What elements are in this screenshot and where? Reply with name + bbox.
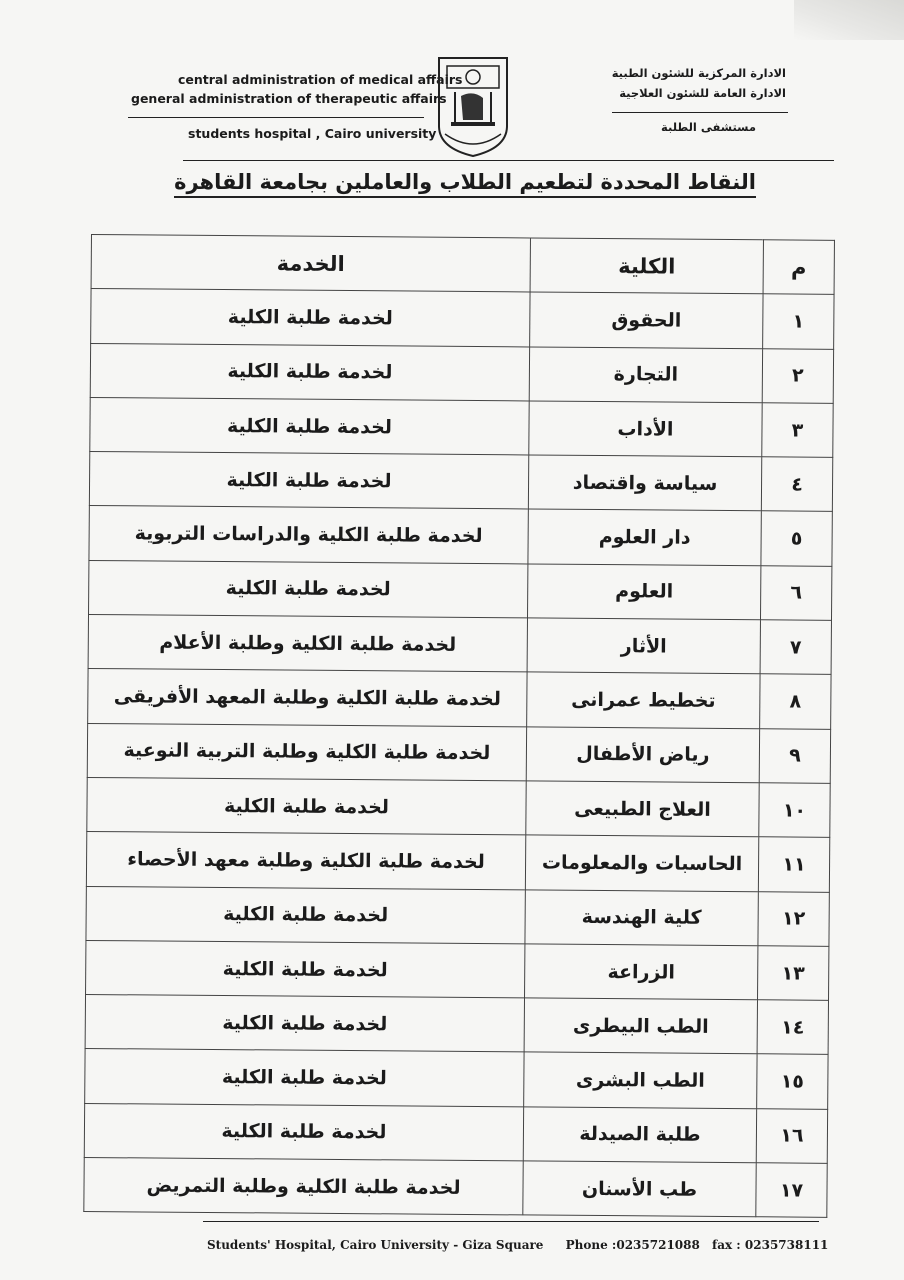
table-row [87,723,830,783]
vaccination-points-table-wrap [83,234,843,1202]
row-service: لخدمة طلبة الكلية [89,560,528,618]
row-service: لخدمة طلبة الكلية وطلبة المعهد الأفريقى [88,669,527,727]
arabic-header-line1: الادارة المركزية للشئون الطبية [611,66,786,80]
table-row [88,669,831,729]
header-faculty: الكلية [530,238,763,294]
row-faculty: الأداب [529,401,762,457]
row-number: ١٥ [757,1054,828,1109]
row-faculty: الأثار [527,618,760,674]
table-row [84,1103,827,1163]
row-faculty: الطب البشرى [524,1052,757,1108]
row-service: لخدمة طلبة الكلية [87,777,526,835]
row-service: لخدمة طلبة الكلية [91,289,530,347]
row-number: ١ [763,294,834,349]
row-service: لخدمة طلبة الكلية [85,995,524,1053]
row-service: لخدمة طلبة الكلية [85,1049,524,1107]
row-number: ١٠ [759,783,830,838]
row-number: ١٤ [757,1000,828,1055]
row-faculty: الطب البيطرى [524,998,757,1054]
row-service: لخدمة طلبة الكلية [84,1103,523,1161]
header-service: الخدمة [91,235,530,293]
english-header-line2: general administration of therapeutic affairs [131,91,447,106]
row-number: ١١ [758,837,829,892]
row-faculty: تخطيط عمرانى [527,672,760,728]
row-number: ١٢ [758,891,829,946]
row-number: ١٦ [756,1109,827,1164]
row-faculty: الزراعة [525,944,758,1000]
row-number: ١٧ [756,1163,827,1218]
arabic-header-line3: مستشفى الطلبة [661,120,756,134]
row-number: ٥ [761,511,832,566]
table-row [86,832,829,892]
table-row [91,289,834,349]
table-row [85,995,828,1055]
row-number: ٩ [759,728,830,783]
document-title [170,170,760,194]
table-row [90,343,833,403]
row-faculty: التجارة [529,347,762,403]
footer-address: Students' Hospital, Cairo University - Giza Square [207,1238,544,1252]
table-row [87,777,830,837]
row-faculty: طلبة الصيدلة [523,1107,756,1163]
table-row [90,397,833,457]
table-header-row [91,235,834,295]
footer-fax: fax : 0235738111 [712,1238,829,1252]
row-faculty: دار العلوم [528,509,761,565]
row-service: لخدمة طلبة الكلية وطلبة التمريض [84,1158,523,1216]
row-faculty: العلاج الطبيعى [526,781,759,837]
english-header-divider [128,117,424,118]
header-divider [183,160,834,161]
row-number: ١٣ [758,946,829,1001]
row-service: لخدمة طلبة الكلية [86,940,525,998]
row-faculty: الحقوق [530,292,763,348]
row-service: لخدمة طلبة الكلية [89,452,528,510]
footer-divider [203,1221,819,1222]
row-faculty: سياسة واقتصاد [528,455,761,511]
table-row [89,560,832,620]
row-service: لخدمة طلبة الكلية [86,886,525,944]
row-number: ٤ [761,457,832,512]
row-faculty: طب الأسنان [523,1161,756,1217]
table-row [88,615,831,675]
header-number: م [763,240,834,295]
row-number: ٦ [760,566,831,621]
row-faculty: رياض الأطفال [526,727,759,783]
english-header-line1: central administration of medical affairs [178,72,463,87]
document-title-text: النقاط المحددة لتطعيم الطلاب والعاملين بجامعة القاهرة [174,170,756,198]
arabic-header-divider [612,112,788,113]
row-faculty: العلوم [527,564,760,620]
arabic-header-line2: الادارة العامة للشئون العلاجية [619,86,786,100]
table-row [85,1049,828,1109]
row-number: ٨ [760,674,831,729]
cairo-university-logo [433,56,513,160]
row-number: ٣ [762,403,833,458]
table-row [84,1158,827,1218]
english-header-line3: students hospital , Cairo university [188,126,437,141]
row-service: لخدمة طلبة الكلية [90,343,529,401]
row-service: لخدمة طلبة الكلية وطلبة التربية النوعية [87,723,526,781]
row-number: ٢ [762,348,833,403]
footer [207,1238,828,1252]
footer-phone: Phone :0235721088 [565,1238,700,1252]
row-service: لخدمة طلبة الكلية وطلبة الأعلام [88,615,527,673]
row-faculty: كلية الهندسة [525,889,758,945]
vaccination-points-table [83,234,835,1218]
table-row [89,506,832,566]
table-body [84,289,834,1218]
row-service: لخدمة طلبة الكلية وطلبة معهد الأحصاء [86,832,525,890]
row-service: لخدمة طلبة الكلية [90,397,529,455]
table-row [86,940,829,1000]
page-shadow [794,0,904,40]
row-number: ٧ [760,620,831,675]
table-row [86,886,829,946]
table-row [89,452,832,512]
row-faculty: الحاسبات والمعلومات [525,835,758,891]
row-service: لخدمة طلبة الكلية والدراسات التربوية [89,506,528,564]
